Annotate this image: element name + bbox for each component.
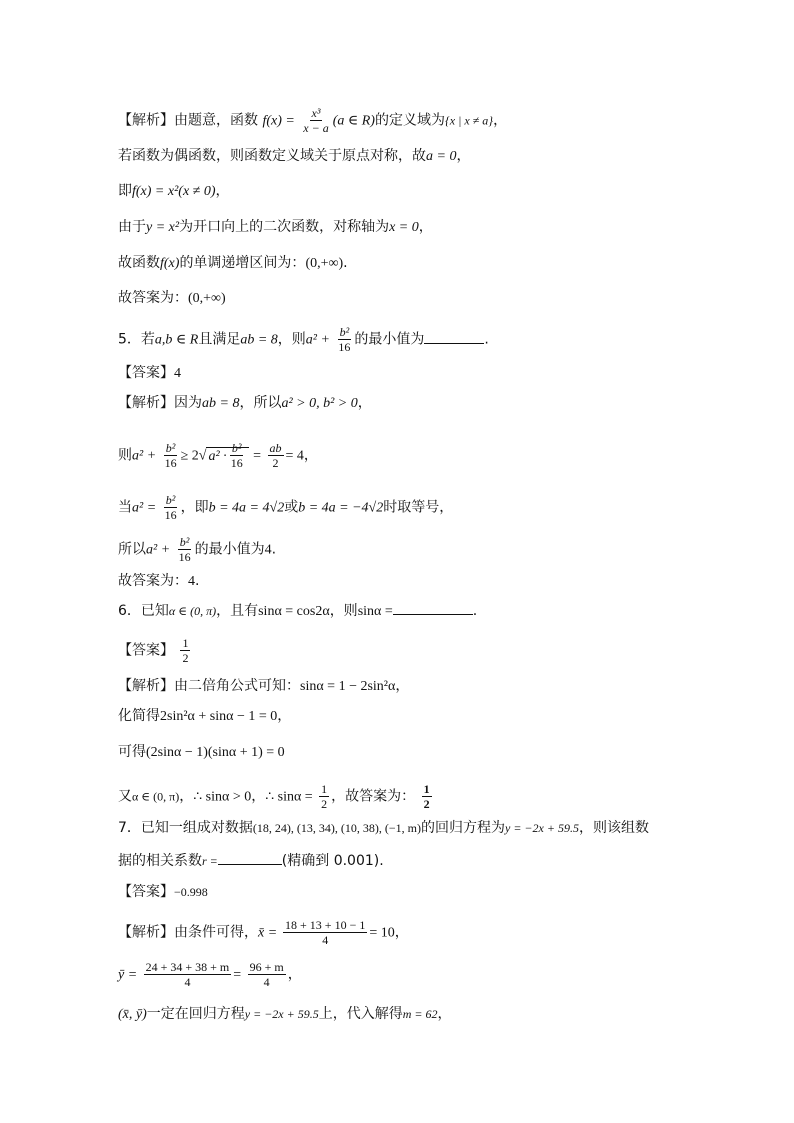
- text: .: [195, 573, 200, 589]
- question-number: 7．已知一组成对数据: [118, 820, 253, 836]
- q4-analysis-line-4: [118, 217, 433, 238]
- numerator: 1: [182, 636, 189, 650]
- math: a² +: [132, 448, 157, 464]
- math: a² ·: [208, 448, 227, 464]
- analysis-label: 【解析】: [118, 924, 174, 941]
- answer-label: 【答案】: [118, 884, 174, 900]
- text: .: [484, 331, 489, 348]
- math: a² +: [305, 332, 330, 348]
- math: a² +: [146, 542, 171, 558]
- numerator: 1: [423, 782, 430, 796]
- fraction: [319, 782, 329, 811]
- denominator: 16: [338, 340, 351, 354]
- denominator: 16: [230, 456, 243, 470]
- text: 化简得: [118, 708, 160, 724]
- text: 或: [284, 499, 299, 516]
- math: (18, 24), (13, 34), (10, 38), (−1, m): [252, 821, 421, 835]
- math: α ∈ (0, π): [132, 789, 180, 804]
- answer-blank: [218, 852, 282, 865]
- q4-analysis-line-2: [118, 146, 470, 167]
- math: ∴ sinα > 0: [193, 789, 252, 805]
- answer-label: 【答案】: [118, 365, 174, 381]
- text: 且满足: [198, 331, 241, 348]
- math: m = 62: [402, 1007, 438, 1021]
- text: ，: [437, 1006, 452, 1022]
- denominator: 2: [272, 456, 279, 470]
- math: 4: [264, 542, 272, 558]
- text: 一定在回归方程: [146, 1006, 245, 1022]
- denominator: 2: [321, 797, 328, 811]
- numerator: ab: [269, 441, 282, 455]
- math: b = 4a = −4√2: [298, 500, 384, 516]
- math: b = 4a = 4√2: [208, 500, 285, 516]
- numerator: b²: [339, 325, 350, 339]
- math: sinα = 1 − 2sin²α: [300, 679, 396, 694]
- denominator: 16: [164, 508, 177, 522]
- text: 的最小值为: [354, 331, 425, 348]
- text: 所以: [118, 541, 146, 558]
- text: ，: [357, 395, 372, 411]
- math: ȳ =: [118, 967, 138, 983]
- text: 的定义域为: [374, 112, 445, 129]
- numerator: b²: [179, 535, 190, 549]
- text: (精确到 0.001).: [281, 853, 384, 869]
- analysis-label: 【解析】: [118, 678, 174, 694]
- math: a² > 0, b² > 0: [281, 396, 358, 411]
- q7-question-line-2: [118, 851, 384, 871]
- text: ，: [179, 788, 194, 805]
- denominator: 16: [178, 550, 191, 564]
- text: .: [343, 255, 348, 271]
- math: y = −2x + 59.5: [505, 821, 579, 835]
- math: {x | x ≠ a}: [444, 113, 494, 128]
- numerator: 96 + m: [249, 960, 284, 974]
- text: 若函数为偶函数，则函数定义域关于原点对称，故: [118, 148, 426, 164]
- sqrt-sign: √: [198, 448, 207, 464]
- math: sinα =: [357, 604, 393, 619]
- fraction: [248, 960, 286, 989]
- math: ≥ 2: [180, 448, 199, 464]
- denominator: 4: [263, 975, 270, 989]
- text: 则: [118, 447, 132, 464]
- text: 为开口向上的二次函数，对称轴为: [179, 219, 390, 235]
- q5-answer: [118, 363, 181, 384]
- text: ，: [395, 678, 410, 694]
- q5-analysis-line-5: [118, 571, 199, 592]
- q6-analysis-line-1: [118, 676, 409, 697]
- math: f(x) = x²(x ≠ 0): [132, 184, 216, 199]
- math: (2sinα − 1)(sinα + 1) = 0: [146, 745, 285, 760]
- fraction: [163, 441, 179, 470]
- math: = 4: [285, 448, 304, 464]
- text: ，则: [277, 331, 306, 348]
- text: ，: [493, 112, 508, 129]
- analysis-label: 【解析】: [118, 112, 174, 129]
- math: α ∈ (0, π): [168, 604, 217, 618]
- text: .: [472, 603, 478, 619]
- denominator: 4: [322, 933, 329, 947]
- fraction: [177, 535, 193, 564]
- math: sinα = cos2α: [258, 604, 330, 619]
- text: ，: [394, 924, 409, 941]
- text: ，故答案为：: [331, 788, 416, 805]
- text: 当: [118, 499, 132, 516]
- denominator: 2: [182, 651, 189, 665]
- math: r =: [202, 854, 218, 868]
- text: 的最小值为: [194, 541, 265, 558]
- fraction: [422, 782, 432, 811]
- text: 上，代入解得: [318, 1006, 403, 1022]
- text: ，: [287, 966, 302, 983]
- numerator: 18 + 13 + 10 − 1: [285, 918, 366, 932]
- q6-analysis-line-2: [118, 706, 291, 727]
- q7-analysis-line-2: [118, 960, 302, 989]
- math: ab = 8: [240, 332, 278, 348]
- text: ，: [215, 183, 230, 199]
- q4-analysis-line-6: [118, 288, 226, 309]
- answer-blank: [393, 602, 473, 615]
- numerator: 24 + 34 + 38 + m: [145, 960, 230, 974]
- question-number: 6．已知: [118, 603, 169, 619]
- text: 由题意，函数: [174, 112, 258, 129]
- math: 4: [188, 574, 195, 589]
- text: ，则该组数: [578, 820, 649, 836]
- math: f(x) =: [262, 113, 295, 129]
- math: y = x²: [146, 220, 180, 235]
- text: 故答案为：: [118, 290, 188, 306]
- denominator: 4: [184, 975, 191, 989]
- denominator: 2: [423, 797, 430, 811]
- q6-analysis-line-3: [118, 742, 285, 763]
- q7-analysis-line-3: [118, 1004, 451, 1025]
- text: 又: [118, 788, 132, 805]
- math: =: [253, 448, 262, 464]
- q5-analysis-line-1: [118, 393, 372, 414]
- math: ab = 8: [202, 396, 240, 411]
- numerator: 1: [321, 782, 328, 796]
- fraction: [163, 493, 179, 522]
- math: (a ∈ R): [332, 113, 375, 129]
- fraction: [229, 441, 245, 470]
- text: 因为: [174, 395, 202, 411]
- math: x̄: [258, 925, 265, 941]
- text: 时取等号，: [383, 499, 454, 516]
- text: 可得: [118, 744, 146, 760]
- q6-question: [118, 601, 477, 622]
- text: 故答案为：: [118, 573, 188, 589]
- text: .: [271, 541, 277, 558]
- math: a,b ∈ R: [154, 332, 199, 348]
- math: ∴ sinα =: [265, 789, 313, 805]
- text: ，即: [180, 499, 209, 516]
- fraction: [144, 960, 232, 989]
- denominator: x − a: [303, 121, 329, 135]
- fraction: [283, 918, 367, 947]
- answer-value: 4: [174, 366, 181, 381]
- text: ，: [456, 148, 471, 164]
- numerator: b²: [165, 441, 176, 455]
- text: 的回归方程为: [421, 820, 505, 836]
- fraction: [336, 325, 352, 354]
- math: =: [233, 967, 242, 983]
- analysis-label: 【解析】: [118, 395, 174, 411]
- q4-analysis-line-1: [118, 106, 507, 135]
- text: ，: [418, 219, 433, 235]
- numerator: b²: [231, 441, 242, 455]
- text: ，且有: [216, 603, 259, 619]
- math: (0,+∞): [188, 291, 226, 306]
- math: (0,+∞): [305, 256, 344, 271]
- answer-label: 【答案】: [118, 642, 174, 659]
- fraction: [268, 441, 284, 470]
- math: a² =: [132, 500, 157, 516]
- math: =: [268, 925, 277, 941]
- q7-analysis-line-1: [118, 918, 409, 947]
- answer-fraction: [180, 636, 190, 665]
- q7-question-line-1: [118, 818, 649, 838]
- math: = 10: [369, 925, 395, 941]
- q5-analysis-line-3: [118, 493, 453, 522]
- text: 的单调递增区间为：: [179, 255, 306, 271]
- q6-analysis-line-4: [118, 782, 434, 811]
- text: 据的相关系数: [118, 853, 202, 869]
- q7-answer: [118, 882, 208, 902]
- q5-question: [118, 325, 489, 354]
- text: 由二倍角公式可知：: [174, 678, 300, 694]
- text: 由于: [118, 219, 146, 235]
- q5-analysis-line-4: [118, 535, 276, 564]
- question-number: 5．若: [118, 331, 155, 348]
- denominator: 16: [164, 456, 177, 470]
- q4-analysis-line-5: [118, 253, 348, 274]
- q5-analysis-line-2: [118, 441, 318, 470]
- text: 即: [118, 183, 132, 199]
- math: 2sin²α + sinα − 1 = 0: [160, 709, 278, 724]
- text: ，所以: [239, 395, 282, 411]
- math: f(x): [160, 256, 180, 271]
- numerator: x³: [311, 106, 321, 120]
- text: 由条件可得，: [174, 924, 258, 941]
- sqrt-body: [206, 441, 248, 470]
- text: 故函数: [118, 255, 160, 271]
- text: ，则: [329, 603, 358, 619]
- text: ，: [277, 708, 292, 724]
- numerator: b²: [165, 493, 176, 507]
- math: (x̄, ȳ): [118, 1007, 147, 1022]
- answer-blank: [424, 331, 484, 344]
- text: ，: [303, 447, 318, 464]
- math: a = 0: [426, 149, 457, 164]
- math: x = 0: [389, 220, 419, 235]
- q6-answer: [118, 636, 192, 665]
- answer-value: −0.998: [174, 885, 208, 899]
- text: ，: [251, 788, 266, 805]
- fraction: [301, 106, 330, 135]
- q4-analysis-line-3: [118, 181, 230, 202]
- math: y = −2x + 59.5: [244, 1007, 319, 1021]
